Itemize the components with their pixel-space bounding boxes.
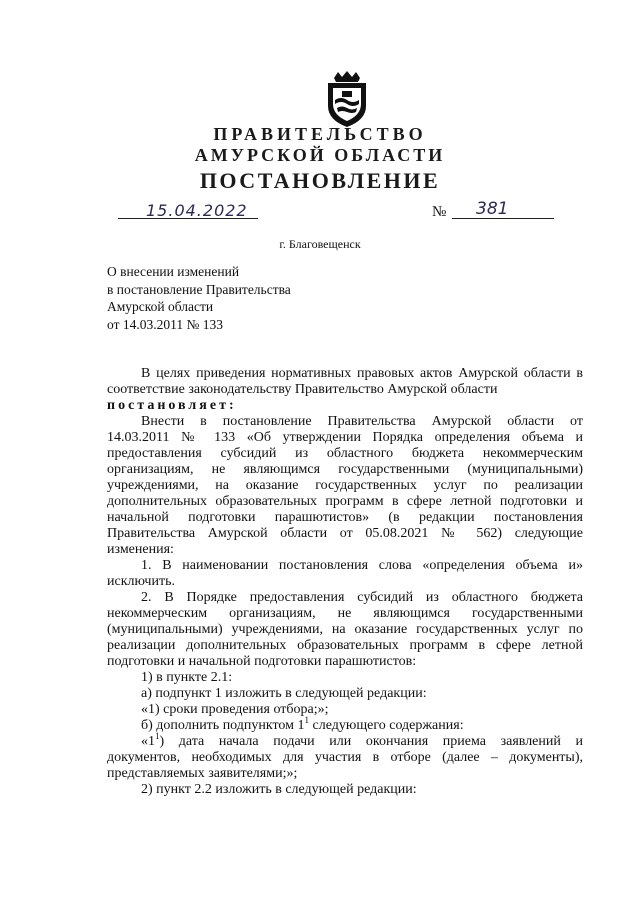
- body-line: 2. В Порядке предоставления субсидий из областного бюджета: [141, 590, 583, 605]
- number-underline: [452, 218, 554, 219]
- body-line: 14.03.2011 № 133 «Об утверждении Порядка определения объема и: [107, 430, 583, 445]
- superscript: 1: [304, 715, 310, 725]
- body-line: 2) пункт 2.2 изложить в следующей редакции:: [141, 782, 417, 797]
- date-underline: [118, 218, 258, 219]
- document-number: 381: [476, 199, 509, 219]
- city: г. Благовещенск: [279, 237, 361, 251]
- body-text: следующего содержания:: [309, 718, 464, 733]
- body-text: «1: [141, 734, 155, 749]
- body-line: дополнительных образовательных программ в сфере летной подготовки и: [107, 494, 583, 509]
- preamble-line: В целях приведения нормативных правовых актов Амурской области в: [141, 366, 583, 381]
- body-line: учреждениями, на оказание государственных услуг по реализации: [107, 478, 583, 493]
- body-line: а) подпункт 1 изложить в следующей редакции:: [141, 686, 427, 701]
- subject-line: О внесении изменений: [107, 264, 240, 279]
- body-line: 1. В наименовании постановления слова «определения объема и»: [141, 558, 583, 573]
- coat-of-arms-icon: [324, 70, 370, 128]
- body-text: б) дополнить подпунктом 1: [141, 718, 305, 733]
- authority-name-line2: АМУРСКОЙ ОБЛАСТИ: [194, 145, 446, 165]
- superscript: 1: [155, 731, 160, 741]
- body-line: документов, необходимых для участия в отборе (далее – документы),: [107, 750, 583, 765]
- body-line: организациям, не являющимся государственными (муниципальными): [107, 462, 583, 477]
- body-line: реализации дополнительных образовательных программ в сфере летной: [107, 638, 583, 653]
- body-line: исключить.: [107, 574, 175, 589]
- subject-line: Амурской области: [107, 299, 214, 314]
- body-line: представляемых заявителями;»;: [107, 766, 298, 781]
- document-subject: [107, 263, 291, 333]
- document-body: [107, 366, 583, 798]
- body-line: Правительства Амурской области от 05.08.2021 № 562) следующие: [107, 526, 583, 541]
- body-text: ) дата начала подачи или окончания приема заявлений и: [159, 734, 583, 749]
- preamble-line: соответствие законодательству Правительство Амурской области: [107, 382, 498, 397]
- body-line: Внести в постановление Правительства Амурской области от: [141, 414, 583, 429]
- authority-name-line1: ПРАВИТЕЛЬСТВО: [213, 124, 427, 144]
- body-text: [141, 731, 583, 749]
- body-line: 1) в пункте 2.1:: [141, 670, 233, 685]
- number-sign: №: [432, 204, 447, 220]
- document-type: ПОСТАНОВЛЕНИЕ: [199, 168, 441, 193]
- subject-line: от 14.03.2011 № 133: [107, 316, 223, 332]
- postanovlyaet-word: постановляет:: [107, 398, 237, 413]
- subject-line: в постановление Правительства: [107, 281, 291, 297]
- body-line: подготовки и начальной подготовки парашютистов:: [107, 654, 417, 669]
- body-line: [107, 731, 583, 750]
- document-date: 15.04.2022: [146, 201, 248, 220]
- body-line: «1) сроки проведения отбора;»;: [141, 702, 329, 717]
- body-line: начальной подготовки парашютистов» (в редакции постановления: [107, 510, 583, 525]
- body-line: (муниципальными) учреждениями, на оказание государственных услуг по: [107, 622, 583, 637]
- body-line: некоммерческим организациям, не являющимся государственными: [107, 606, 583, 621]
- body-line: предоставления субсидий из областного бюджета некоммерческим: [107, 446, 583, 461]
- body-line: [107, 715, 583, 734]
- body-line: изменения:: [107, 542, 174, 557]
